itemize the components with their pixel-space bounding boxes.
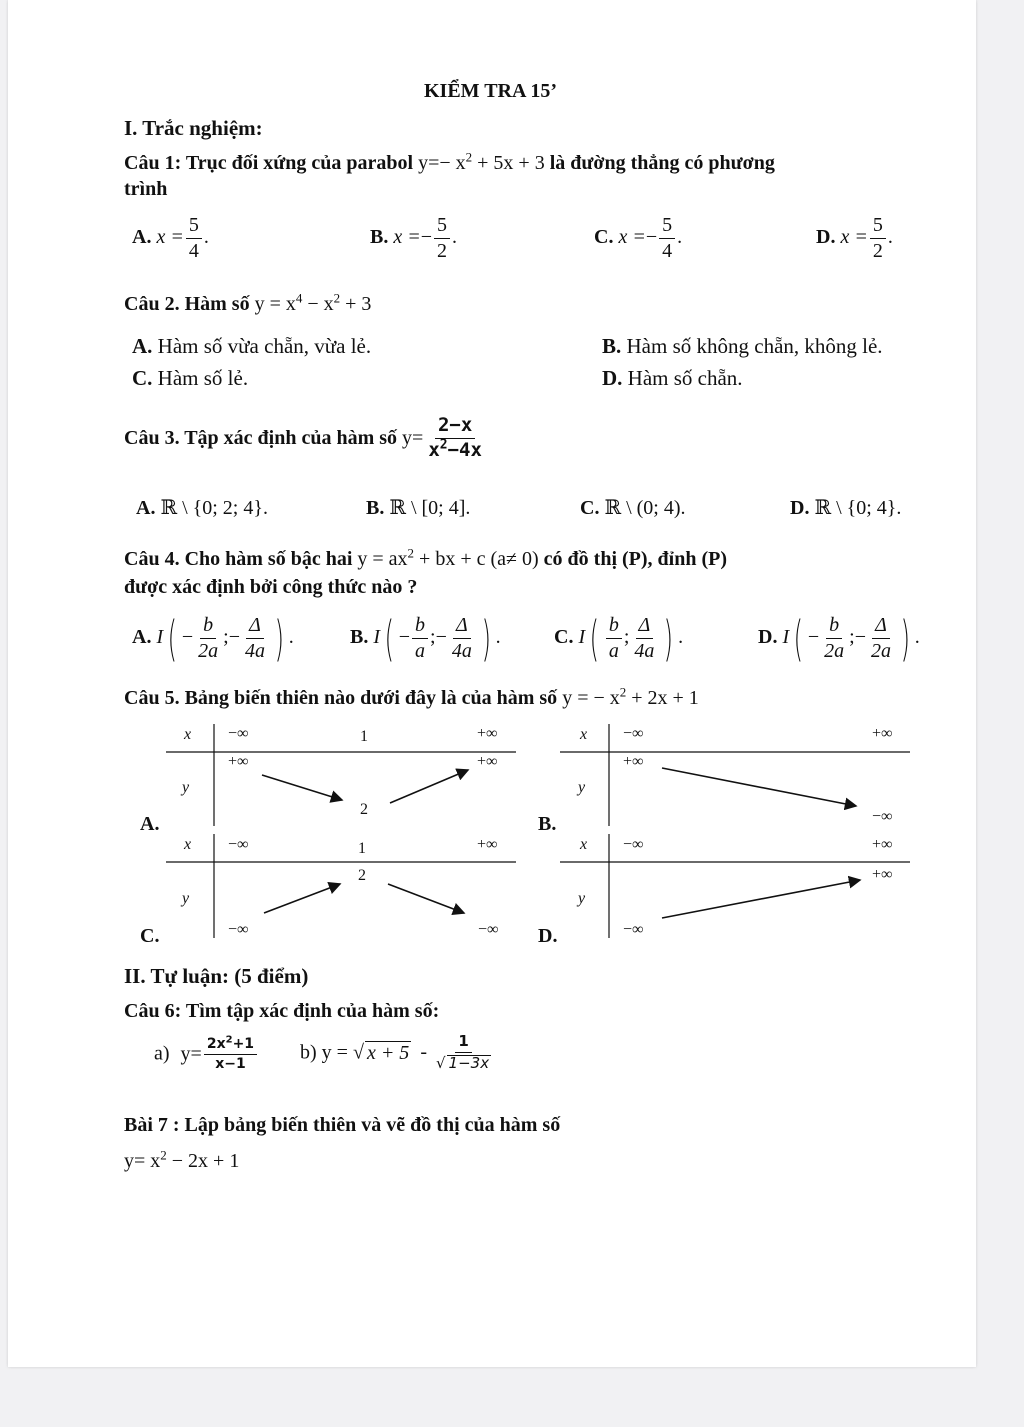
table-a-x-left: −∞ — [228, 725, 249, 742]
table-b-y-bottom-right: −∞ — [872, 808, 893, 825]
table-a-x-label: x — [184, 726, 192, 743]
q3-option-a[interactable]: A. ℝ \ {0; 2; 4}. — [136, 497, 268, 519]
q4-option-d[interactable]: D. I( − $\frac{b}{2a}$ ;− $\frac{\Delta}{2a}$ ) . — [758, 610, 920, 667]
table-d-y-label: y — [578, 890, 586, 907]
table-b-x-label: x — [580, 726, 588, 743]
table-d-x-left: −∞ — [623, 836, 644, 853]
q1-option-a[interactable]: A. x = $\frac{5}{4}$ . — [132, 214, 209, 262]
q2-option-a[interactable]: A. Hàm số vừa chẵn, vừa lẻ. — [132, 334, 372, 358]
q2-stem: Câu 2. Hàm số $y = x^4 - x^2 + 3$ — [124, 290, 372, 315]
q1-option-b[interactable]: B. x =− $\frac{5}{2}$ . — [370, 214, 457, 262]
q4-stem: Câu 4. Cho hàm số bậc hai $y = ax^2$ + bx + c (a≠ 0) có đồ thị (P), đỉnh (P) — [124, 545, 727, 570]
part2-heading: II. Tự luận: (5 điểm) — [124, 964, 309, 988]
table-b-x-right: +∞ — [872, 725, 893, 742]
table-b-letter[interactable]: B. — [538, 813, 557, 835]
table-c-letter[interactable]: C. — [140, 925, 160, 947]
q2-option-c[interactable]: C. Hàm số lẻ. — [132, 366, 249, 390]
q4-stem-cont: được xác định bởi công thức nào ? — [124, 576, 418, 598]
q2-option-d[interactable]: D. Hàm số chẵn. — [602, 366, 743, 390]
q6-stem: Câu 6: Tìm tập xác định của hàm số: — [124, 1000, 440, 1022]
q1-stem-cont: trình — [124, 178, 168, 200]
table-d-x-right: +∞ — [872, 836, 893, 853]
table-a-y-top-left: +∞ — [228, 753, 249, 770]
table-a-letter[interactable]: A. — [140, 813, 160, 835]
q2-option-b[interactable]: B. Hàm số không chẵn, không lẻ. — [602, 334, 883, 358]
table-c-x-mid: 1 — [358, 840, 366, 857]
q1-option-c[interactable]: C. x =− $\frac{5}{4}$ . — [594, 214, 683, 262]
table-a-x-mid: 1 — [360, 728, 368, 745]
page-title: KIỂM TRA 15’ — [424, 80, 557, 102]
table-a-y-top-right: +∞ — [477, 753, 498, 770]
table-d-y-top-right: +∞ — [872, 866, 893, 883]
table-c-y-bottom-right: −∞ — [478, 921, 499, 938]
table-a-y-label: y — [182, 779, 190, 796]
table-b-x-left: −∞ — [623, 725, 644, 742]
table-a-y-mid: 2 — [360, 801, 368, 818]
table-d-letter[interactable]: D. — [538, 925, 558, 947]
table-a-x-right: +∞ — [477, 725, 498, 742]
q5-stem: Câu 5. Bảng biến thiên nào dưới đây là của hàm số y = − $x^2 + 2x + 1$ — [124, 684, 699, 709]
table-d-x-label: x — [580, 836, 588, 853]
table-b-lines — [560, 724, 910, 826]
table-a-lines — [166, 724, 516, 826]
table-c-y-bottom-left: −∞ — [228, 921, 249, 938]
table-b-y-top-left: +∞ — [623, 753, 644, 770]
q1-stem: Câu 1: Trục đối xứng của parabol $y=- x^2 + 5x + 3$ là đường thẳng có phương — [124, 149, 775, 174]
table-c-x-right: +∞ — [477, 836, 498, 853]
table-c-lines — [166, 834, 516, 938]
table-b-y-label: y — [578, 779, 586, 796]
q3-option-d[interactable]: D. ℝ \ {0; 4}. — [790, 497, 902, 519]
table-c-y-label: y — [182, 890, 190, 907]
q4-option-c[interactable]: C. I( $\frac{b}{a}$ ; $\frac{\Delta}{4a}$ ) . — [554, 610, 684, 667]
q1-option-d[interactable]: D. x = $\frac{5}{2}$ . — [816, 214, 893, 262]
table-c-y-mid: 2 — [358, 867, 366, 884]
part1-heading: I. Trắc nghiệm: — [124, 116, 263, 140]
q4-option-a[interactable]: A. I( − $\frac{b}{2a}$ ;− $\frac{\Delta}{4a}$ ) . — [132, 610, 294, 667]
table-d-lines — [560, 834, 910, 938]
q7-stem: Bài 7 : Lập bảng biến thiên và vẽ đồ thị của hàm số — [124, 1114, 561, 1136]
q7-function: $y= x^2 - 2x + 1$ — [124, 1147, 240, 1172]
table-d-y-bottom-left: −∞ — [623, 921, 644, 938]
table-c-x-label: x — [184, 836, 192, 853]
q6-part-b: b) y = √ x + 5 - $\frac{1}{√ 1-3x}$ — [300, 1032, 490, 1072]
table-c-x-left: −∞ — [228, 836, 249, 853]
q4-option-b[interactable]: B. I( − $\frac{b}{a}$ ;− $\frac{\Delta}{4a}$ ) . — [350, 610, 501, 667]
q3-stem: Câu 3. Tập xác định của hàm số y= $\frac{2-x}{x^2-4x}$ — [124, 414, 482, 461]
q3-option-b[interactable]: B. ℝ \ [0; 4]. — [366, 497, 471, 519]
q3-option-c[interactable]: C. ℝ \ (0; 4). — [580, 497, 686, 519]
q6-part-a: a) y= $\frac{2x^2+1}{x-1}$ — [154, 1037, 259, 1071]
